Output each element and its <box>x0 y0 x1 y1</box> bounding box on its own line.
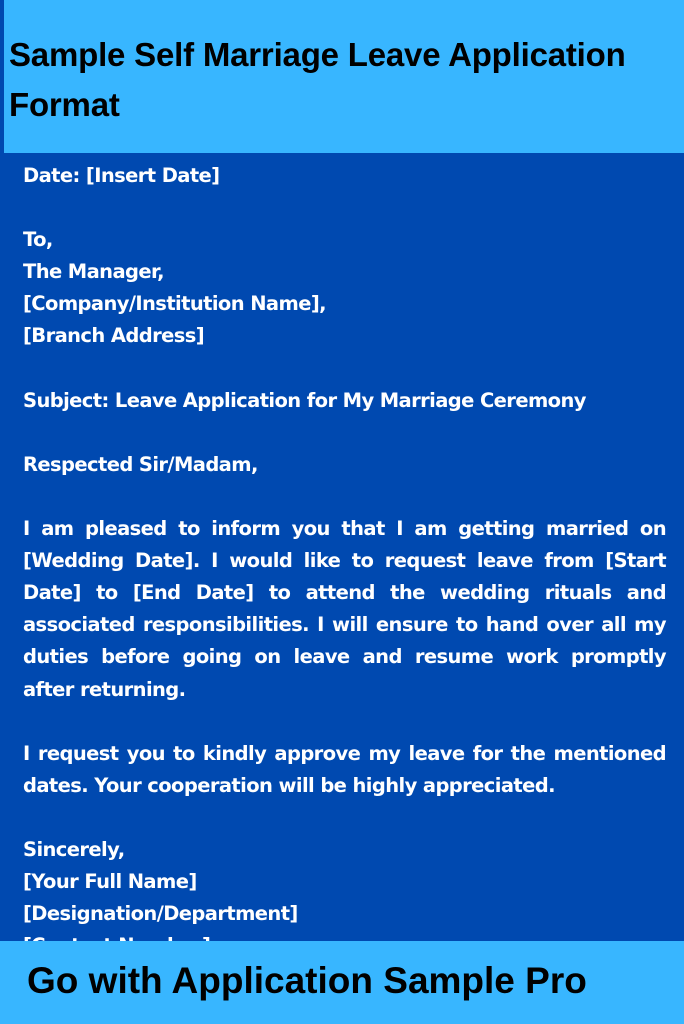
letter-paragraph-1: I am pleased to inform you that I am getting married on [Wedding Date]. I would like to request leave from [Start Date] to [End Date] to attend the wedding rituals and associated responsibilities. I will ensure to hand over all my duties before going on leave and resume work promptly after returning. <box>23 517 666 701</box>
letter-address: [Branch Address] <box>23 324 205 348</box>
letter-subject: Subject: Leave Application for My Marriage Ceremony <box>23 388 586 412</box>
letter-designation: [Designation/Department] <box>23 902 298 926</box>
page-header <box>0 0 684 153</box>
letter-body <box>23 160 666 962</box>
letter-paragraph-2: I request you to kindly approve my leave for the mentioned dates. Your cooperation will be highly appreciated. <box>23 741 666 797</box>
spacer <box>23 802 666 834</box>
spacer <box>23 192 666 224</box>
letter-recipient: The Manager, <box>23 260 164 284</box>
page-footer <box>0 941 684 1024</box>
letter-date: Date: [Insert Date] <box>23 164 220 187</box>
page-title: Sample Self Marriage Leave Application Format <box>9 36 626 123</box>
spacer <box>23 417 666 449</box>
letter-name: [Your Full Name] <box>23 870 197 894</box>
letter-company: [Company/Institution Name], <box>23 292 326 316</box>
footer-text: Go with Application Sample Pro <box>27 960 587 1001</box>
letter-closing: Sincerely, <box>23 837 125 861</box>
letter-salutation: Respected Sir/Madam, <box>23 452 258 476</box>
spacer <box>23 353 666 385</box>
spacer <box>23 706 666 738</box>
letter-to: To, <box>23 228 53 252</box>
spacer <box>23 481 666 513</box>
